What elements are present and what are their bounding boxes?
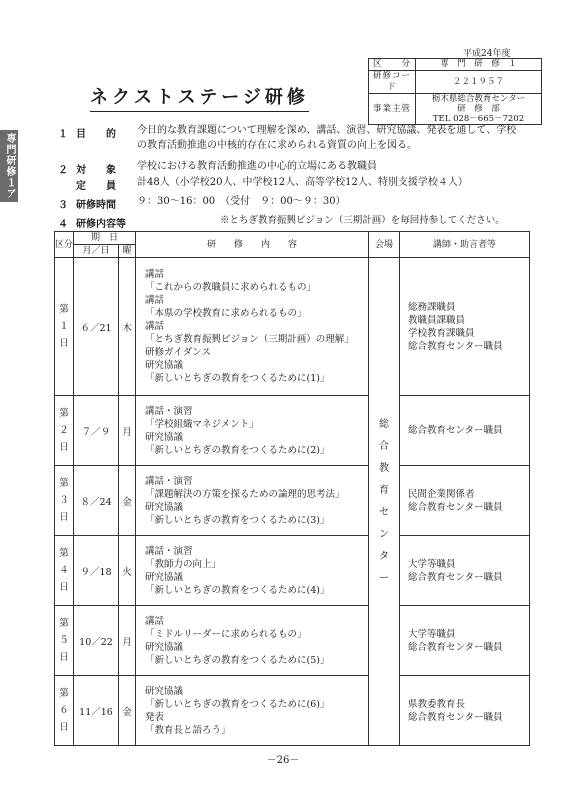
instructor-cell bbox=[400, 606, 530, 676]
header-instructors: 講師・助言者等 bbox=[400, 232, 530, 258]
organizer-line: TEL 028－665－7202 bbox=[432, 114, 525, 124]
header-period: 期 日 bbox=[74, 232, 136, 245]
content-line: 研修ガイダンス bbox=[145, 347, 212, 358]
content-line: 「ミドルリーダーに求められるもの」 bbox=[145, 628, 307, 640]
day-char: ５ bbox=[59, 635, 69, 646]
content-line: 「新しいとちぎの教育をつくるために(4)」 bbox=[145, 584, 330, 596]
table-row bbox=[55, 396, 530, 466]
day-char: 第 bbox=[59, 548, 69, 559]
instructor-cell bbox=[400, 536, 530, 606]
table-row bbox=[55, 606, 530, 676]
weekday-cell: 火 bbox=[119, 536, 136, 606]
content-line: 講話・演習 bbox=[145, 545, 193, 557]
venue-char: 育 bbox=[379, 484, 389, 496]
day-char: 第 bbox=[59, 408, 69, 419]
content-cell bbox=[136, 396, 369, 466]
day-char: 日 bbox=[59, 338, 69, 349]
instructor-cell bbox=[400, 676, 530, 746]
day-cell bbox=[55, 536, 74, 606]
header-category: 区分 bbox=[55, 232, 74, 258]
fiscal-year: 平成24年度 bbox=[463, 49, 511, 59]
section-number: ４ bbox=[58, 219, 68, 230]
day-cell bbox=[55, 466, 74, 536]
day-char: 第 bbox=[59, 304, 69, 315]
content-line: 「学校組織マネジメント」 bbox=[145, 418, 259, 430]
content-line: 講話・演習 bbox=[145, 475, 193, 487]
day-char: 日 bbox=[59, 442, 69, 453]
page-title: ネクストステージ研修 bbox=[90, 83, 309, 112]
day-char: 第 bbox=[59, 688, 69, 699]
organizer-line: 栃木県総合教育センター bbox=[431, 94, 526, 104]
date-cell: ８／24 bbox=[74, 466, 119, 536]
instructor-line: 総合教育センター職員 bbox=[408, 571, 503, 583]
instructor-line: 総合教育センター職員 bbox=[408, 425, 503, 436]
instructor-line: 教職員課職員 bbox=[408, 314, 466, 326]
time-label: 研修時間 bbox=[76, 200, 116, 211]
content-line: 「新しいとちぎの教育をつくるために(5)」 bbox=[145, 654, 330, 666]
instructor-line: 総合教育センター職員 bbox=[408, 501, 503, 513]
content-line: 講話 bbox=[145, 295, 165, 306]
capacity-label: 定 員 bbox=[76, 181, 116, 192]
instructor-cell bbox=[400, 466, 530, 536]
content-line: 講話 bbox=[145, 321, 165, 332]
organizer-label: 事業主管 bbox=[369, 94, 416, 125]
day-char: ４ bbox=[59, 565, 69, 576]
purpose-text bbox=[137, 123, 537, 153]
weekday-cell: 金 bbox=[119, 466, 136, 536]
content-line: 「新しいとちぎの教育をつくるために(2)」 bbox=[145, 444, 330, 456]
weekday-cell: 月 bbox=[119, 606, 136, 676]
content-cell bbox=[136, 466, 369, 536]
content-line: 研究協議 bbox=[145, 431, 184, 443]
capacity-text: 計48人（小学校20人、中学校12人、高等学校12人、特別支援学校４人） bbox=[137, 177, 468, 188]
header-weekday: 曜 bbox=[119, 245, 136, 258]
instructor-line: 県教委教育長 bbox=[408, 698, 466, 710]
venue-char: 教 bbox=[379, 462, 389, 474]
content-line: 「教育長と語ろう」 bbox=[145, 724, 231, 736]
weekday-cell: 月 bbox=[119, 396, 136, 466]
code-label: 研修コード bbox=[369, 71, 416, 94]
category-value: 専 門 研 修 １ bbox=[416, 59, 542, 71]
instructor-cell bbox=[400, 258, 530, 396]
organizer-line: 研 修 部 bbox=[457, 104, 500, 114]
venue-char: ン bbox=[379, 528, 389, 540]
header-content: 研 修 内 容 bbox=[136, 232, 369, 258]
table-row bbox=[55, 258, 530, 396]
code-value: ２２１９５７ bbox=[416, 71, 542, 94]
date-cell: ６／21 bbox=[74, 258, 119, 396]
venue-cell bbox=[369, 258, 400, 746]
content-cell bbox=[136, 258, 369, 396]
time-text: ９：30～16：00 （受付 ９：00～９：30） bbox=[137, 196, 346, 207]
venue-char: 合 bbox=[379, 440, 389, 452]
content-line: 「これからの教職員に求められるもの」 bbox=[145, 282, 317, 293]
day-cell bbox=[55, 396, 74, 466]
day-char: 第 bbox=[59, 618, 69, 629]
section-number: ３ bbox=[58, 200, 68, 211]
table-row bbox=[55, 676, 530, 746]
instructor-line: 総合教育センター職員 bbox=[408, 711, 503, 723]
target-label: 対 象 bbox=[76, 165, 116, 176]
instructor-cell bbox=[400, 396, 530, 466]
instructor-line: 大学等職員 bbox=[408, 558, 456, 570]
day-char: ２ bbox=[59, 425, 69, 436]
page-number: －26－ bbox=[266, 755, 300, 766]
content-label: 研修内容等 bbox=[76, 219, 126, 230]
instructor-line: 大学等職員 bbox=[408, 628, 456, 640]
purpose-line: の教育活動推進の中核的存在に求められる資質の向上を図る。 bbox=[137, 140, 417, 151]
content-cell bbox=[136, 676, 369, 746]
day-char: ６ bbox=[59, 705, 69, 716]
content-line: 講話 bbox=[145, 615, 165, 627]
content-line: 「教師力の向上」 bbox=[145, 558, 222, 570]
instructor-line: 総合教育センター職員 bbox=[408, 641, 503, 653]
day-cell bbox=[55, 258, 74, 396]
date-cell: ９／18 bbox=[74, 536, 119, 606]
day-char: 日 bbox=[59, 512, 69, 523]
instructor-line: 総合教育センター職員 bbox=[408, 340, 503, 352]
header-month-day: 月／日 bbox=[74, 245, 119, 258]
instructor-line: 総務課職員 bbox=[408, 301, 456, 313]
day-char: 日 bbox=[59, 652, 69, 663]
date-cell: ７／９ bbox=[74, 396, 119, 466]
content-line: 講話 bbox=[145, 269, 165, 280]
table-row bbox=[55, 466, 530, 536]
venue-char: 総 bbox=[379, 418, 389, 430]
content-line: 研究協議 bbox=[145, 685, 184, 697]
purpose-label: 目 的 bbox=[76, 129, 116, 140]
table-header-row bbox=[55, 232, 530, 245]
day-char: 第 bbox=[59, 478, 69, 489]
instructor-line: 民間企業関係者 bbox=[408, 488, 475, 500]
venue-char: ー bbox=[379, 572, 389, 584]
content-line: 講話・演習 bbox=[145, 405, 193, 417]
day-char: １ bbox=[59, 321, 69, 332]
day-char: ３ bbox=[59, 495, 69, 506]
weekday-cell: 金 bbox=[119, 676, 136, 746]
content-note: ※とちぎ教育振興ビジョン（三期計画）を毎回持参してください。 bbox=[220, 215, 505, 226]
section-number: ２ bbox=[58, 165, 68, 176]
day-char: 日 bbox=[59, 722, 69, 733]
schedule-table bbox=[54, 231, 530, 746]
section-number: １ bbox=[58, 129, 68, 140]
content-line: 発表 bbox=[145, 711, 165, 723]
date-cell: 11／16 bbox=[74, 676, 119, 746]
instructor-line: 学校教育課職員 bbox=[408, 327, 475, 339]
table-row bbox=[55, 536, 530, 606]
content-line: 「課題解決の方策を探るための論理的思考法」 bbox=[145, 488, 345, 500]
content-line: 研究協議 bbox=[145, 641, 184, 653]
date-cell: 10／22 bbox=[74, 606, 119, 676]
content-cell bbox=[136, 606, 369, 676]
content-line: 「新しいとちぎの教育をつくるために(1)」 bbox=[145, 373, 330, 384]
venue-char: セ bbox=[379, 506, 389, 518]
venue-char: タ bbox=[379, 550, 389, 562]
target-text: 学校における教育活動推進の中心的立場にある教職員 bbox=[137, 161, 377, 172]
content-line: 研究協議 bbox=[145, 501, 184, 513]
organizer-value bbox=[416, 94, 542, 125]
weekday-cell: 木 bbox=[119, 258, 136, 396]
day-char: 日 bbox=[59, 582, 69, 593]
content-line: 研究協議 bbox=[145, 571, 184, 583]
content-cell bbox=[136, 536, 369, 606]
content-line: 「新しいとちぎの教育をつくるために(3)」 bbox=[145, 514, 330, 526]
course-info-box bbox=[368, 58, 542, 125]
category-label: 区 分 bbox=[369, 59, 416, 71]
content-line: 研究協議 bbox=[145, 360, 184, 371]
header-venue: 会場 bbox=[369, 232, 400, 258]
side-tab: 専門研修１ア bbox=[0, 130, 18, 202]
day-cell bbox=[55, 606, 74, 676]
content-line: 「新しいとちぎの教育をつくるために(6)」 bbox=[145, 698, 330, 710]
day-cell bbox=[55, 676, 74, 746]
content-line: 「とちぎ教育振興ビジョン（三期計画）の理解」 bbox=[145, 334, 354, 345]
purpose-line: 今日的な教育課題について理解を深め、講話、演習、研究協議、発表を通して、学校 bbox=[137, 125, 517, 136]
content-line: 「本県の学校教育に求められるもの」 bbox=[145, 308, 307, 319]
